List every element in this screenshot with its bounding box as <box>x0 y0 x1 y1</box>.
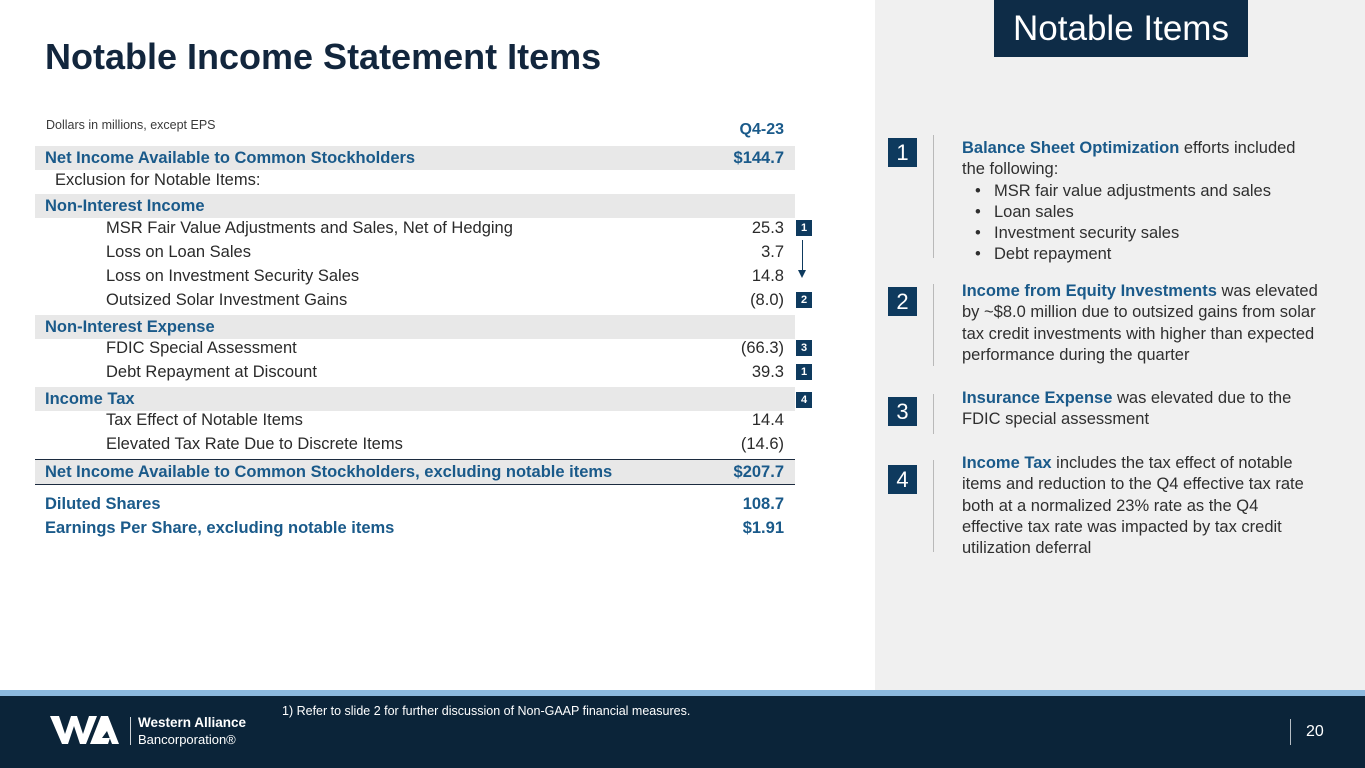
table-row-fdic <box>35 336 795 360</box>
row-value: (8.0) <box>750 291 784 309</box>
note-body: efforts included the following: <box>962 139 1296 179</box>
units-note: Dollars in millions, except EPS <box>46 118 216 132</box>
note-body: was elevated by ~$8.0 million due to outsized gains from solar tax credit investments with higher than expected performance during the quarter <box>962 282 1318 364</box>
western-alliance-logo-icon <box>50 716 124 744</box>
table-row-debt-repayment <box>35 360 795 384</box>
logo-divider <box>130 717 131 745</box>
note-divider <box>933 394 934 434</box>
note-lead: Income from Equity Investments <box>962 282 1217 300</box>
note-divider <box>933 460 934 552</box>
row-value: 14.4 <box>751 411 784 429</box>
table-row-investment-security-sales <box>35 264 795 288</box>
note-bullet: • Investment security sales <box>962 223 1322 244</box>
row-label: Earnings Per Share, excluding notable items <box>45 519 395 537</box>
row-label: Tax Effect of Notable Items <box>106 411 303 429</box>
page-number-divider <box>1290 719 1291 745</box>
brand-subname: Bancorporation® <box>138 732 236 747</box>
row-value: 108.7 <box>742 495 784 513</box>
note-bullet: • Debt repayment <box>962 244 1322 265</box>
footnote-badge-4: 4 <box>796 392 812 408</box>
table-row-exclusion-header <box>35 168 795 192</box>
table-row-net-income <box>35 146 795 170</box>
note-divider <box>933 135 934 258</box>
row-value: (66.3) <box>740 339 784 357</box>
row-value: 3.7 <box>761 243 784 261</box>
footnote-badge-3: 3 <box>796 340 812 356</box>
note-number-badge: 1 <box>888 138 917 167</box>
row-value: 39.3 <box>751 363 784 381</box>
note-number-badge: 3 <box>888 397 917 426</box>
page-title: Notable Income Statement Items <box>45 36 602 77</box>
row-label: Loss on Loan Sales <box>106 243 251 261</box>
row-label: Debt Repayment at Discount <box>106 363 317 381</box>
row-label: Non-Interest Income <box>45 197 205 215</box>
table-row-non-interest-income <box>35 194 795 218</box>
row-label: Loss on Investment Security Sales <box>106 267 360 285</box>
row-value: 25.3 <box>751 219 784 237</box>
table-row-net-income-excl <box>35 460 795 484</box>
note-bullet-list <box>962 181 1322 266</box>
row-label: Net Income Available to Common Stockholders, excluding notable items <box>45 463 613 481</box>
note-lead: Insurance Expense <box>962 389 1113 407</box>
row-label: Outsized Solar Investment Gains <box>106 291 348 309</box>
note-lead: Income Tax <box>962 454 1052 472</box>
row-label: Non-Interest Expense <box>45 318 215 336</box>
footnote: 1) Refer to slide 2 for further discussion of Non-GAAP financial measures. <box>282 704 691 718</box>
row-label: Income Tax <box>45 390 135 408</box>
row-value: $207.7 <box>733 463 784 481</box>
row-label: MSR Fair Value Adjustments and Sales, Net of Hedging <box>106 219 513 237</box>
table-row-elevated-tax-rate <box>35 432 795 456</box>
arrow-down-icon <box>802 240 803 270</box>
note-divider <box>933 284 934 366</box>
row-value: $144.7 <box>733 149 784 167</box>
note-text <box>962 388 1322 431</box>
table-row-solar-gains <box>35 288 795 312</box>
footnote-badge-2: 2 <box>796 292 812 308</box>
table-row-msr <box>35 216 795 240</box>
note-bullet: • Loan sales <box>962 202 1322 223</box>
row-label: Diluted Shares <box>45 495 161 513</box>
table-row-loan-sales <box>35 240 795 264</box>
row-label: Elevated Tax Rate Due to Discrete Items <box>106 435 403 453</box>
row-label: Exclusion for Notable Items: <box>55 171 261 189</box>
brand-name: Western Alliance <box>138 715 247 730</box>
table-row-tax-effect <box>35 408 795 432</box>
row-value: $1.91 <box>742 519 784 537</box>
table-row-eps <box>35 516 795 540</box>
arrow-head-icon <box>798 270 806 278</box>
table-row-diluted-shares <box>35 492 795 516</box>
notable-items-tag: Notable Items <box>994 0 1248 57</box>
row-value: (14.6) <box>740 435 784 453</box>
footnote-badge-1b: 1 <box>796 364 812 380</box>
page-number: 20 <box>1306 723 1324 740</box>
note-body: includes the tax effect of notable items and reduction to the Q4 effective tax rate both at a normalized 23% rate as the Q4 effective tax rate was impacted by tax credit utilization deferral <box>962 454 1304 558</box>
note-bullet: • MSR fair value adjustments and sales <box>962 181 1322 202</box>
footnote-badge-1: 1 <box>796 220 812 236</box>
note-lead: Balance Sheet Optimization <box>962 139 1180 157</box>
note-text <box>962 281 1322 366</box>
note-body: was elevated due to the FDIC special assessment <box>962 389 1292 429</box>
column-header-q4-23: Q4-23 <box>739 121 784 138</box>
note-text <box>962 138 1322 266</box>
footer <box>0 696 1365 768</box>
row-value: 14.8 <box>751 267 784 285</box>
total-bottom-rule <box>35 484 795 485</box>
row-label: FDIC Special Assessment <box>106 339 297 357</box>
note-text <box>962 453 1322 559</box>
row-label: Net Income Available to Common Stockholders <box>45 149 416 167</box>
note-number-badge: 4 <box>888 465 917 494</box>
note-number-badge: 2 <box>888 287 917 316</box>
